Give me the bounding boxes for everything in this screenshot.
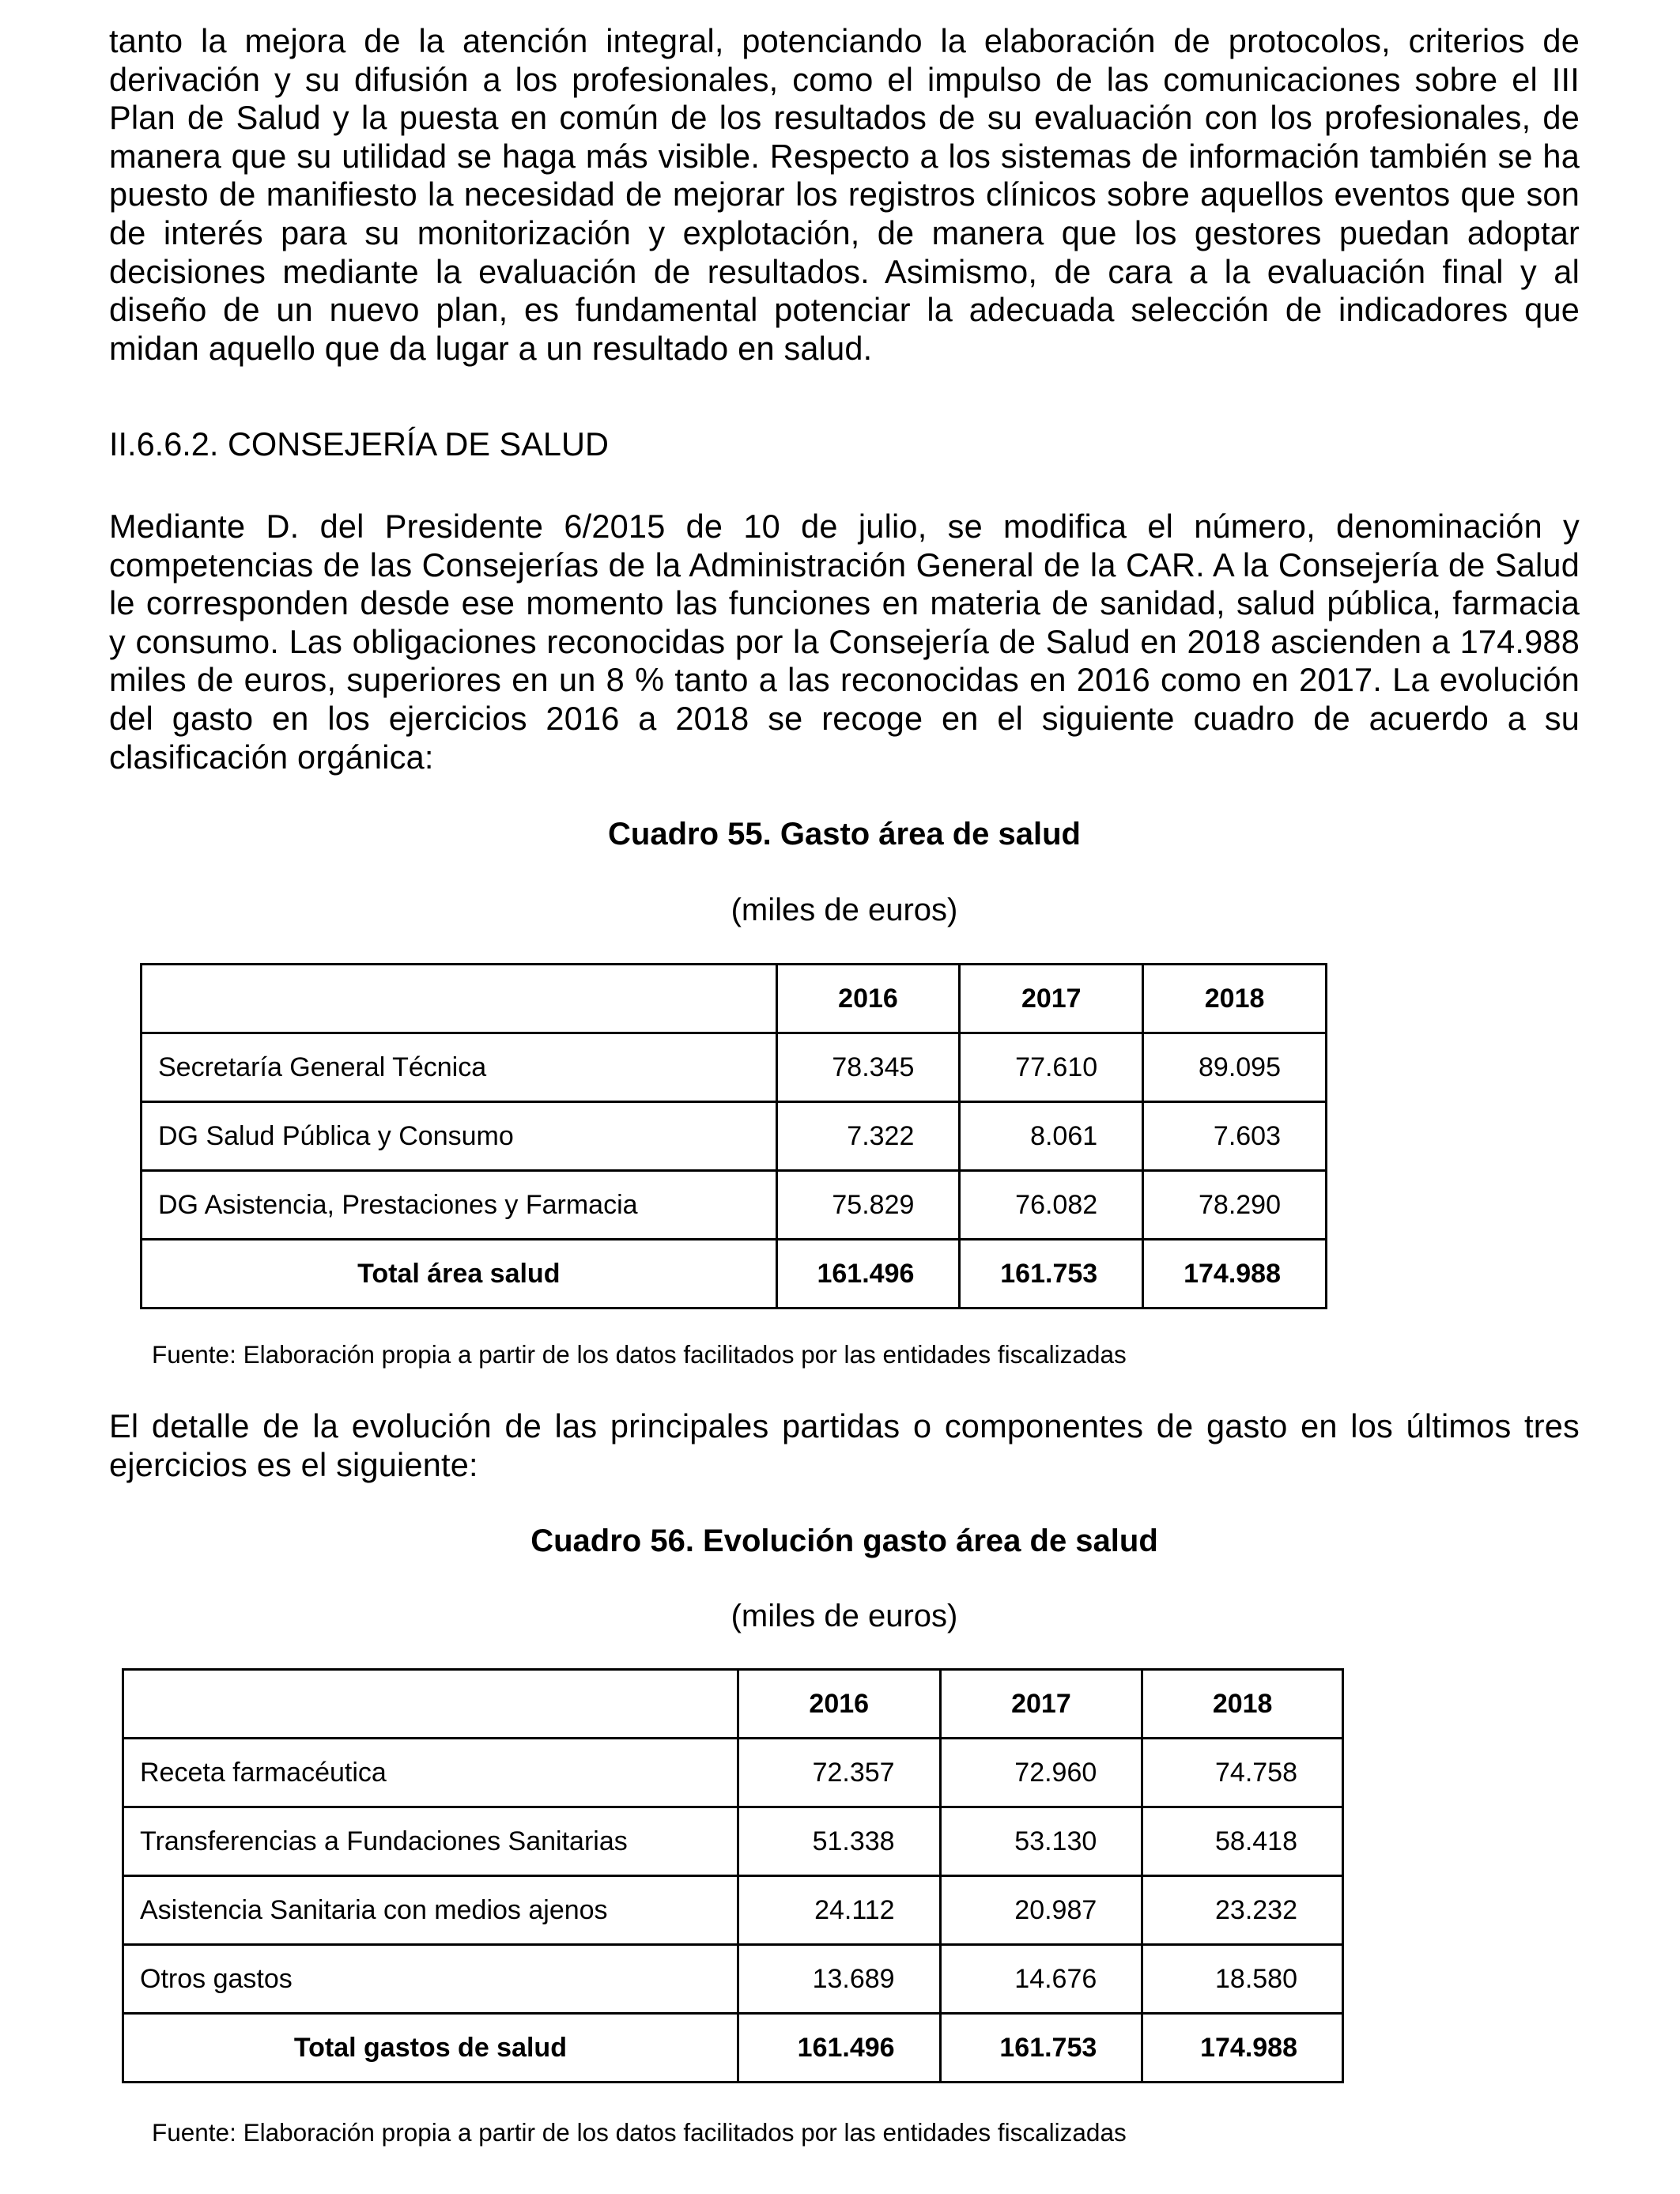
value-cell: 8.061 xyxy=(960,1102,1143,1171)
row-label: Secretaría General Técnica xyxy=(142,1033,777,1102)
total-value: 161.753 xyxy=(960,1240,1143,1308)
value-cell: 13.689 xyxy=(738,1945,940,2014)
header-cell: 2017 xyxy=(960,965,1143,1033)
value-cell: 7.322 xyxy=(776,1102,960,1171)
total-label: Total gastos de salud xyxy=(123,2014,738,2083)
header-cell xyxy=(123,1670,738,1739)
value-cell: 53.130 xyxy=(940,1807,1142,1876)
value-cell: 20.987 xyxy=(940,1876,1142,1945)
table-55-title: Cuadro 55. Gasto área de salud xyxy=(608,817,1081,852)
paragraph-intro: tanto la mejora de la atención integral, potenciando la elaboración de protocolos, criterios de derivación y su difusión a los profesionales, como el impulso de las comunicaciones sobre el III Plan de Salud y la puesta en común de los resultados de su evaluación con los profesionales, de manera que su utilidad se haga más visible. Respecto a los sistemas de información también se ha puesto de manifiesto la necesidad de mejorar los registros clínicos sobre aquellos eventos que son de interés para su monitorización y explotación, de manera que los gestores puedan adoptar decisiones mediante la evaluación de resultados. Asimismo, de cara a la evaluación final y al diseño de un nuevo plan, es fundamental potenciar la adecuada selección de indicadores que midan aquello que da lugar a un resultado en salud. xyxy=(109,22,1580,367)
total-value: 161.496 xyxy=(738,2014,940,2083)
paragraph-consejeria: Mediante D. del Presidente 6/2015 de 10 de julio, se modifica el número, denominación y competencias de las Consejerías de la Administración General de la CAR. A la Consejería de Salud le corresponden desde ese momento las funciones en materia de sanidad, salud pública, farmacia y consumo. Las obligaciones reconocidas por la Consejería de Salud en 2018 ascienden a 174.988 miles de euros, superiores en un 8 % tanto a las reconocidas en 2016 como en 2017. La evolución del gasto en los ejercicios 2016 a 2018 se recoge en el siguiente cuadro de acuerdo a su clasificación orgánica: xyxy=(109,508,1580,776)
row-label: Asistencia Sanitaria con medios ajenos xyxy=(123,1876,738,1945)
table-row xyxy=(142,1171,1327,1240)
row-label: Receta farmacéutica xyxy=(123,1739,738,1807)
header-cell: 2016 xyxy=(776,965,960,1033)
table-row xyxy=(123,1945,1343,2014)
value-cell: 14.676 xyxy=(940,1945,1142,2014)
table-row xyxy=(123,1807,1343,1876)
table-total-row xyxy=(142,1240,1327,1308)
value-cell: 7.603 xyxy=(1143,1102,1327,1171)
value-cell: 89.095 xyxy=(1143,1033,1327,1102)
row-label: DG Asistencia, Prestaciones y Farmacia xyxy=(142,1171,777,1240)
value-cell: 77.610 xyxy=(960,1033,1143,1102)
total-value: 174.988 xyxy=(1143,1240,1327,1308)
paragraph-detail: El detalle de la evolución de las principales partidas o componentes de gasto en los últimos tres ejercicios es el siguiente: xyxy=(109,1407,1580,1483)
table-56-subtitle: (miles de euros) xyxy=(731,1599,958,1633)
section-heading: II.6.6.2. CONSEJERÍA DE SALUD xyxy=(109,425,609,463)
table-55-source: Fuente: Elaboración propia a partir de los datos facilitados por las entidades fiscalizadas xyxy=(152,1340,1127,1369)
table-header-row xyxy=(142,965,1327,1033)
header-cell xyxy=(142,965,777,1033)
header-cell: 2018 xyxy=(1143,965,1327,1033)
table-header-row xyxy=(123,1670,1343,1739)
value-cell: 72.357 xyxy=(738,1739,940,1807)
table-row xyxy=(123,1876,1343,1945)
table-row xyxy=(123,1739,1343,1807)
table-total-row xyxy=(123,2014,1343,2083)
table-55-subtitle: (miles de euros) xyxy=(731,893,958,927)
value-cell: 23.232 xyxy=(1142,1876,1343,1945)
total-value: 174.988 xyxy=(1142,2014,1343,2083)
table-56-source: Fuente: Elaboración propia a partir de los datos facilitados por las entidades fiscalizadas xyxy=(152,2118,1127,2147)
value-cell: 72.960 xyxy=(940,1739,1142,1807)
value-cell: 58.418 xyxy=(1142,1807,1343,1876)
row-label: Transferencias a Fundaciones Sanitarias xyxy=(123,1807,738,1876)
table-row xyxy=(142,1033,1327,1102)
value-cell: 18.580 xyxy=(1142,1945,1343,2014)
header-cell: 2016 xyxy=(738,1670,940,1739)
table-row xyxy=(142,1102,1327,1171)
total-value: 161.496 xyxy=(776,1240,960,1308)
row-label: DG Salud Pública y Consumo xyxy=(142,1102,777,1171)
table-56-title: Cuadro 56. Evolución gasto área de salud xyxy=(530,1524,1158,1558)
table-56 xyxy=(122,1668,1344,2083)
header-cell: 2017 xyxy=(940,1670,1142,1739)
row-label: Otros gastos xyxy=(123,1945,738,2014)
total-value: 161.753 xyxy=(940,2014,1142,2083)
table-55 xyxy=(140,963,1327,1309)
header-cell: 2018 xyxy=(1142,1670,1343,1739)
value-cell: 76.082 xyxy=(960,1171,1143,1240)
value-cell: 74.758 xyxy=(1142,1739,1343,1807)
total-label: Total área salud xyxy=(142,1240,777,1308)
value-cell: 51.338 xyxy=(738,1807,940,1876)
value-cell: 78.290 xyxy=(1143,1171,1327,1240)
value-cell: 78.345 xyxy=(776,1033,960,1102)
value-cell: 75.829 xyxy=(776,1171,960,1240)
value-cell: 24.112 xyxy=(738,1876,940,1945)
